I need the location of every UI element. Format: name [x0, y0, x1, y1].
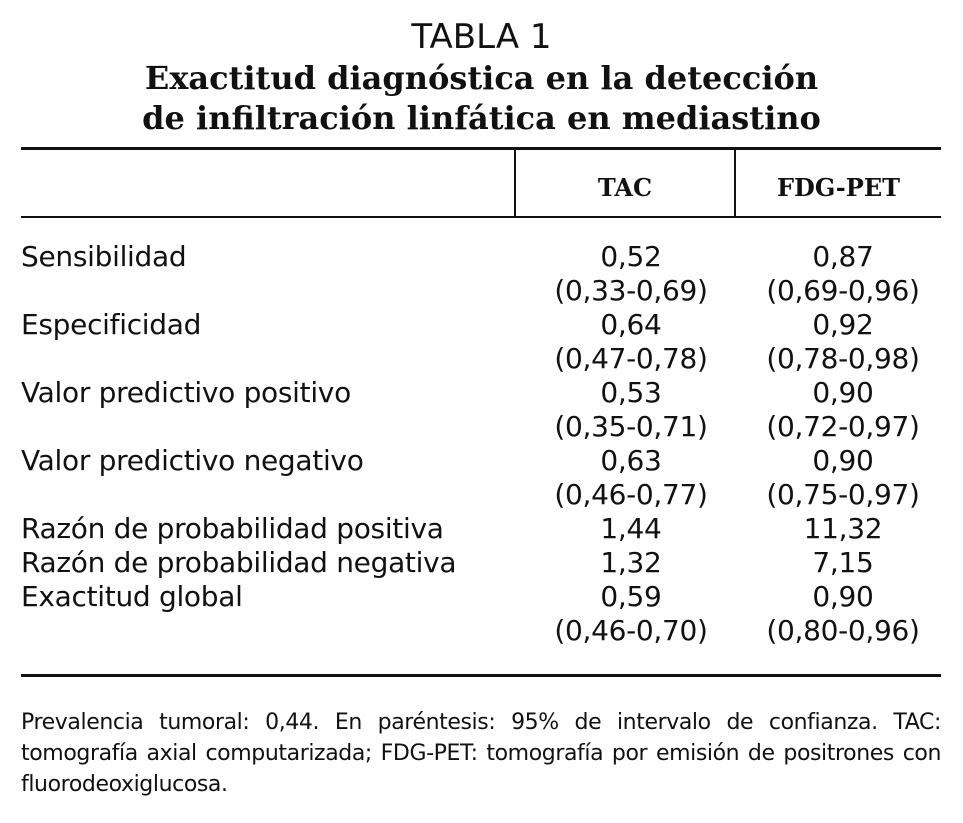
row-label: Especificidad: [21, 308, 202, 341]
table-row: [21, 376, 941, 444]
row-label: Exactitud global: [21, 580, 243, 613]
fdg-pet-value: 11,32: [803, 512, 883, 545]
table-body: [21, 240, 941, 648]
row-label: Razón de probabilidad negativa: [21, 546, 457, 579]
fdg-pet-confidence-interval: (0,69-0,96): [766, 274, 920, 307]
tac-confidence-interval: (0,47-0,78): [554, 342, 708, 375]
tac-confidence-interval: (0,35-0,71): [554, 410, 708, 443]
table-row: [21, 308, 941, 376]
table-row: [21, 240, 941, 308]
table-title-line2: de infiltración linfática en mediastino: [142, 99, 821, 137]
fdg-pet-confidence-interval: (0,75-0,97): [766, 478, 920, 511]
row-label: Razón de probabilidad positiva: [21, 512, 444, 545]
tac-value: 0,64: [600, 308, 662, 341]
table-label: TABLA 1: [411, 17, 552, 57]
table-row: [21, 580, 941, 648]
fdg-pet-value: 0,90: [812, 444, 874, 477]
table-row: [21, 512, 941, 546]
table-title-line1: Exactitud diagnóstica en la detección: [144, 59, 819, 97]
tac-confidence-interval: (0,46-0,77): [554, 478, 708, 511]
table-row: [21, 444, 941, 512]
tac-value: 0,52: [600, 240, 662, 273]
fdg-pet-confidence-interval: (0,78-0,98): [766, 342, 920, 375]
tac-value: 0,53: [600, 376, 662, 409]
column-header-fdg-pet: FDG-PET: [777, 173, 900, 202]
tac-value: 0,63: [600, 444, 662, 477]
tac-value: 1,44: [600, 512, 662, 545]
row-label: Valor predictivo positivo: [21, 376, 351, 409]
bottom-rule: [21, 674, 941, 677]
tac-value: 0,59: [600, 580, 662, 613]
fdg-pet-value: 0,90: [812, 376, 874, 409]
fdg-pet-value: 7,15: [812, 546, 874, 579]
tac-confidence-interval: (0,33-0,69): [554, 274, 708, 307]
fdg-pet-value: 0,87: [812, 240, 874, 273]
row-label: Valor predictivo negativo: [21, 444, 364, 477]
tac-confidence-interval: (0,46-0,70): [554, 614, 708, 647]
fdg-pet-confidence-interval: (0,80-0,96): [766, 614, 920, 647]
tac-value: 1,32: [600, 546, 662, 579]
column-header-tac: TAC: [597, 173, 653, 202]
top-rule: [21, 147, 941, 150]
row-label: Sensibilidad: [21, 240, 187, 273]
table-footnote: Prevalencia tumoral: 0,44. En paréntesis: 95% de intervalo de confianza. TAC: tomografía axial computarizada; FDG-PET: tomografía por emisión de positrones con fluorodeoxiglucosa.: [21, 710, 941, 797]
fdg-pet-confidence-interval: (0,72-0,97): [766, 410, 920, 443]
fdg-pet-value: 0,90: [812, 580, 874, 613]
header-rule: [21, 216, 941, 218]
fdg-pet-value: 0,92: [812, 308, 874, 341]
table-row: [21, 546, 941, 580]
